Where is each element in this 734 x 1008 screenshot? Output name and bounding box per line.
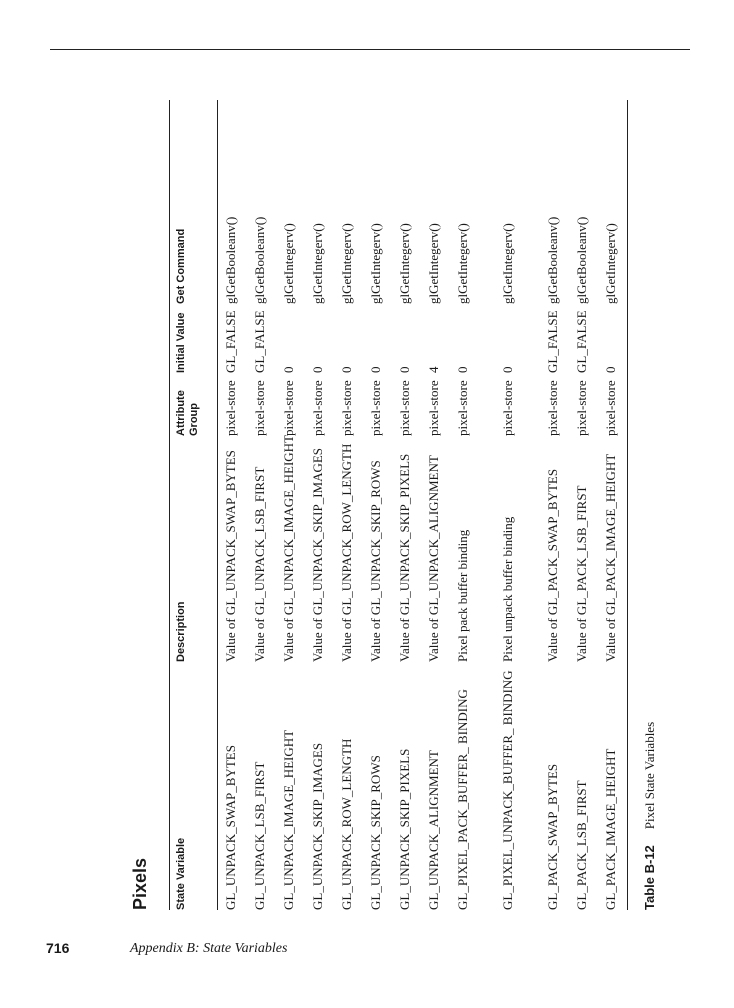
cell-get-command: glGetBooleanv(): [223, 216, 238, 304]
cell-get-command: glGetIntegerv(): [339, 223, 354, 304]
table-header-row: [170, 100, 218, 910]
cell-attribute-group: pixel-store: [397, 380, 412, 436]
cell-initial-value: 0: [339, 366, 354, 373]
table-row: [598, 100, 627, 910]
table-caption: [642, 722, 658, 910]
cell-initial-value: 0: [281, 366, 296, 373]
table-row: [305, 100, 334, 910]
header-state-variable: State Variable: [175, 837, 187, 910]
table-row: [276, 100, 305, 910]
cell-attribute-group: pixel-store: [368, 380, 383, 436]
cell-state-variable: GL_UNPACK_ALIGNMENT: [426, 750, 441, 910]
cell-attribute-group: pixel-store: [339, 380, 354, 436]
cell-get-command: glGetBooleanv(): [252, 216, 267, 304]
cell-get-command: glGetIntegerv(): [455, 223, 470, 304]
cell-description: Value of GL_UNPACK_ROW_LENGTH: [339, 443, 354, 662]
cell-get-command: glGetIntegerv(): [603, 223, 618, 304]
running-head: Appendix B: State Variables: [130, 941, 288, 956]
table-caption-text: Pixel State Variables: [642, 721, 657, 830]
cell-state-variable: GL_UNPACK_SKIP_IMAGES: [310, 742, 325, 910]
cell-description: Value of GL_UNPACK_SKIP_PIXELS: [397, 453, 412, 662]
cell-initial-value: 0: [368, 366, 383, 373]
cell-attribute-group: pixel-store: [223, 380, 238, 436]
table-row: [218, 100, 247, 910]
cell-get-command: glGetIntegerv(): [281, 223, 296, 304]
table-row: [421, 100, 450, 910]
table-row: [363, 100, 392, 910]
cell-description: Pixel pack buffer binding: [455, 529, 470, 662]
cell-get-command: glGetBooleanv(): [545, 216, 560, 304]
cell-description: Value of GL_UNPACK_SWAP_BYTES: [223, 450, 238, 662]
top-rule: [50, 49, 690, 50]
cell-description: Value of GL_UNPACK_IMAGE_HEIGHT: [281, 435, 296, 662]
cell-description: Value of GL_UNPACK_ALIGNMENT: [426, 455, 441, 662]
cell-get-command: glGetIntegerv(): [500, 223, 515, 304]
table-caption-label: Table B-12: [642, 845, 657, 910]
table-row: [450, 100, 495, 910]
cell-description: Value of GL_UNPACK_SKIP_IMAGES: [310, 447, 325, 662]
cell-state-variable: GL_PACK_IMAGE_HEIGHT: [603, 748, 618, 910]
cell-initial-value: 0: [603, 366, 618, 373]
cell-attribute-group: pixel-store: [545, 380, 560, 436]
table-row: [334, 100, 363, 910]
cell-initial-value: 0: [455, 366, 470, 373]
cell-initial-value: GL_FALSE: [252, 310, 267, 373]
cell-attribute-group: pixel-store: [455, 380, 470, 436]
cell-state-variable: GL_PACK_SWAP_BYTES: [545, 763, 560, 910]
cell-initial-value: 4: [426, 366, 441, 373]
table-row: [495, 100, 540, 910]
cell-initial-value: 0: [397, 366, 412, 373]
cell-get-command: glGetBooleanv(): [574, 216, 589, 304]
cell-get-command: glGetIntegerv(): [310, 223, 325, 304]
pixel-state-table: [169, 100, 628, 910]
cell-state-variable: GL_PIXEL_UNPACK_BUFFER_ BINDING: [500, 670, 515, 910]
cell-description: Pixel unpack buffer binding: [500, 516, 515, 662]
cell-state-variable: GL_UNPACK_LSB_FIRST: [252, 761, 267, 910]
cell-get-command: glGetIntegerv(): [426, 223, 441, 304]
header-attribute-group: Attribute Group: [175, 390, 200, 436]
cell-attribute-group: pixel-store: [500, 380, 515, 436]
cell-get-command: glGetIntegerv(): [397, 223, 412, 304]
cell-state-variable: GL_UNPACK_SKIP_PIXELS: [397, 748, 412, 910]
page-number: 716: [46, 940, 70, 956]
cell-state-variable: GL_UNPACK_ROW_LENGTH: [339, 738, 354, 910]
cell-initial-value: 0: [500, 366, 515, 373]
rotated-page-content: [70, 100, 670, 910]
cell-state-variable: GL_UNPACK_SWAP_BYTES: [223, 745, 238, 910]
cell-attribute-group: pixel-store: [426, 380, 441, 436]
cell-description: Value of GL_PACK_SWAP_BYTES: [545, 468, 560, 662]
cell-description: Value of GL_PACK_IMAGE_HEIGHT: [603, 453, 618, 662]
cell-initial-value: GL_FALSE: [223, 310, 238, 373]
header-description: Description: [175, 601, 187, 662]
cell-state-variable: GL_PACK_LSB_FIRST: [574, 780, 589, 910]
table-row: [569, 100, 598, 910]
cell-initial-value: GL_FALSE: [574, 310, 589, 373]
cell-initial-value: GL_FALSE: [545, 310, 560, 373]
table-row: [540, 100, 569, 910]
table-row: [247, 100, 276, 910]
cell-state-variable: GL_UNPACK_IMAGE_HEIGHT: [281, 729, 296, 910]
cell-description: Value of GL_PACK_LSB_FIRST: [574, 485, 589, 662]
cell-description: Value of GL_UNPACK_SKIP_ROWS: [368, 460, 383, 662]
cell-state-variable: GL_PIXEL_PACK_BUFFER_ BINDING: [455, 689, 470, 910]
cell-description: Value of GL_UNPACK_LSB_FIRST: [252, 466, 267, 662]
cell-attribute-group: pixel-store: [574, 380, 589, 436]
cell-get-command: glGetIntegerv(): [368, 223, 383, 304]
cell-attribute-group: pixel-store: [603, 380, 618, 436]
cell-attribute-group: pixel-store: [310, 380, 325, 436]
header-get-command: Get Command: [175, 228, 187, 304]
table-row: [392, 100, 421, 910]
section-title: Pixels: [130, 857, 150, 910]
cell-state-variable: GL_UNPACK_SKIP_ROWS: [368, 755, 383, 910]
cell-attribute-group: pixel-store: [281, 380, 296, 436]
header-initial-value: Initial Value: [175, 312, 187, 373]
cell-initial-value: 0: [310, 366, 325, 373]
cell-attribute-group: pixel-store: [252, 380, 267, 436]
